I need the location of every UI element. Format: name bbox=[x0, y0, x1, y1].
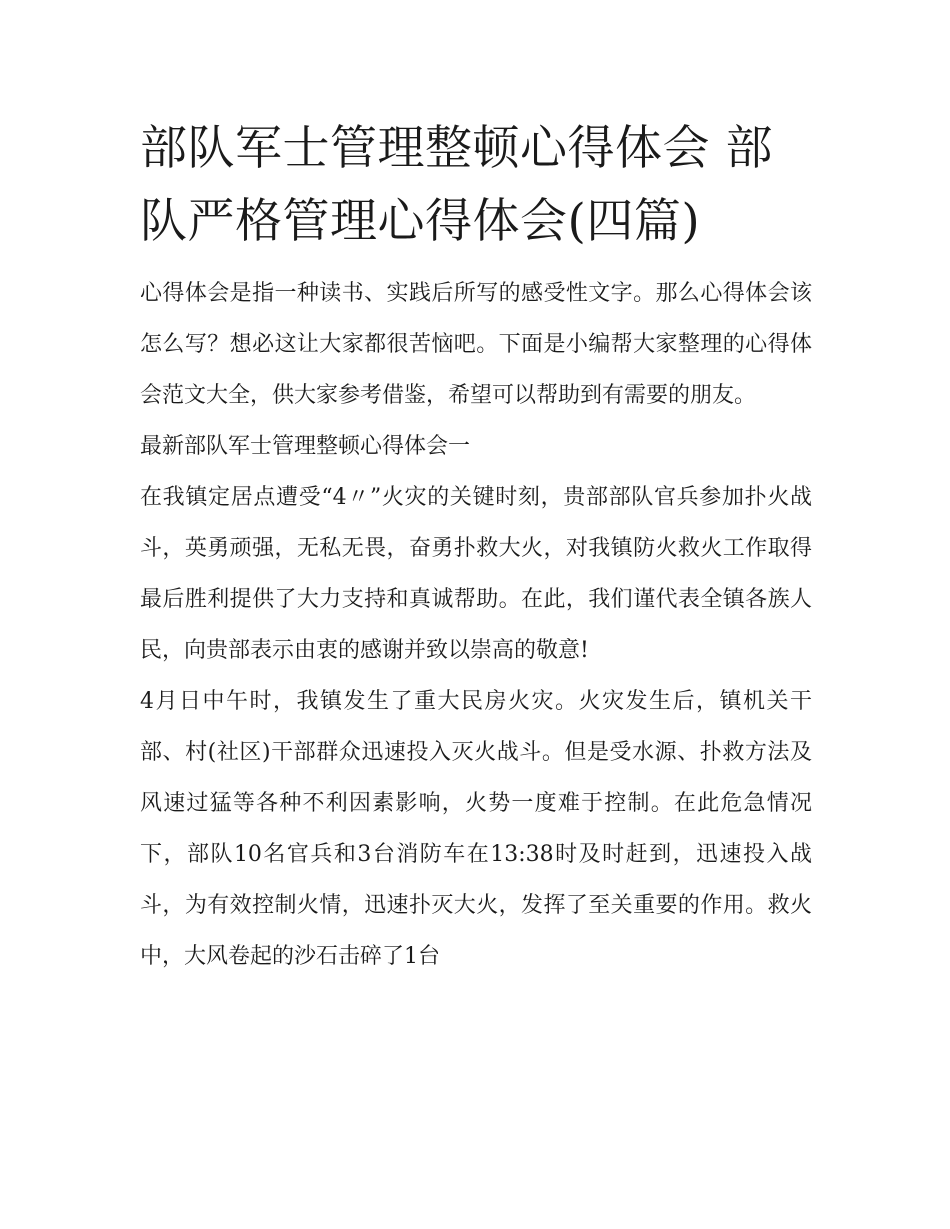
document-title: 部队军士管理整顿心得体会 部队严格管理心得体会(四篇) bbox=[140, 121, 773, 249]
body-paragraph: 4月日中午时，我镇发生了重大民房火灾。火灾发生后，镇机关干部、村(社区)干部群众迅速投入灭火战斗。但是受水源、扑救方法及风速过猛等各种不利因素影响，火势一度难于控制。在此危急情况下，部队10名官兵和3台消防车在13:38时及时赶到，迅速投入战斗，为有效控制火情，迅速扑灭大火，发挥了至关重要的作用。救火中，大风卷起的沙石击碎了1台 bbox=[140, 689, 812, 969]
document-page bbox=[140, 112, 812, 982]
intro-paragraph: 心得体会是指一种读书、实践后所写的感受性文字。那么心得体会该怎么写？想必这让大家都很苦恼吧。下面是小编帮大家整理的心得体会范文大全，供大家参考借鉴，希望可以帮助到有需要的朋友。 bbox=[140, 281, 812, 408]
body-paragraph: 在我镇定居点遭受“4〃”火灾的关键时刻，贵部部队官兵参加扑火战斗，英勇顽强，无私无畏，奋勇扑救大火，对我镇防火救火工作取得最后胜利提供了大力支持和真诚帮助。在此，我们谨代表全镇各族人民，向贵部表示由衷的感谢并致以崇高的敬意! bbox=[140, 485, 812, 663]
document-body bbox=[140, 268, 812, 982]
section-heading: 最新部队军士管理整顿心得体会一 bbox=[140, 434, 471, 459]
